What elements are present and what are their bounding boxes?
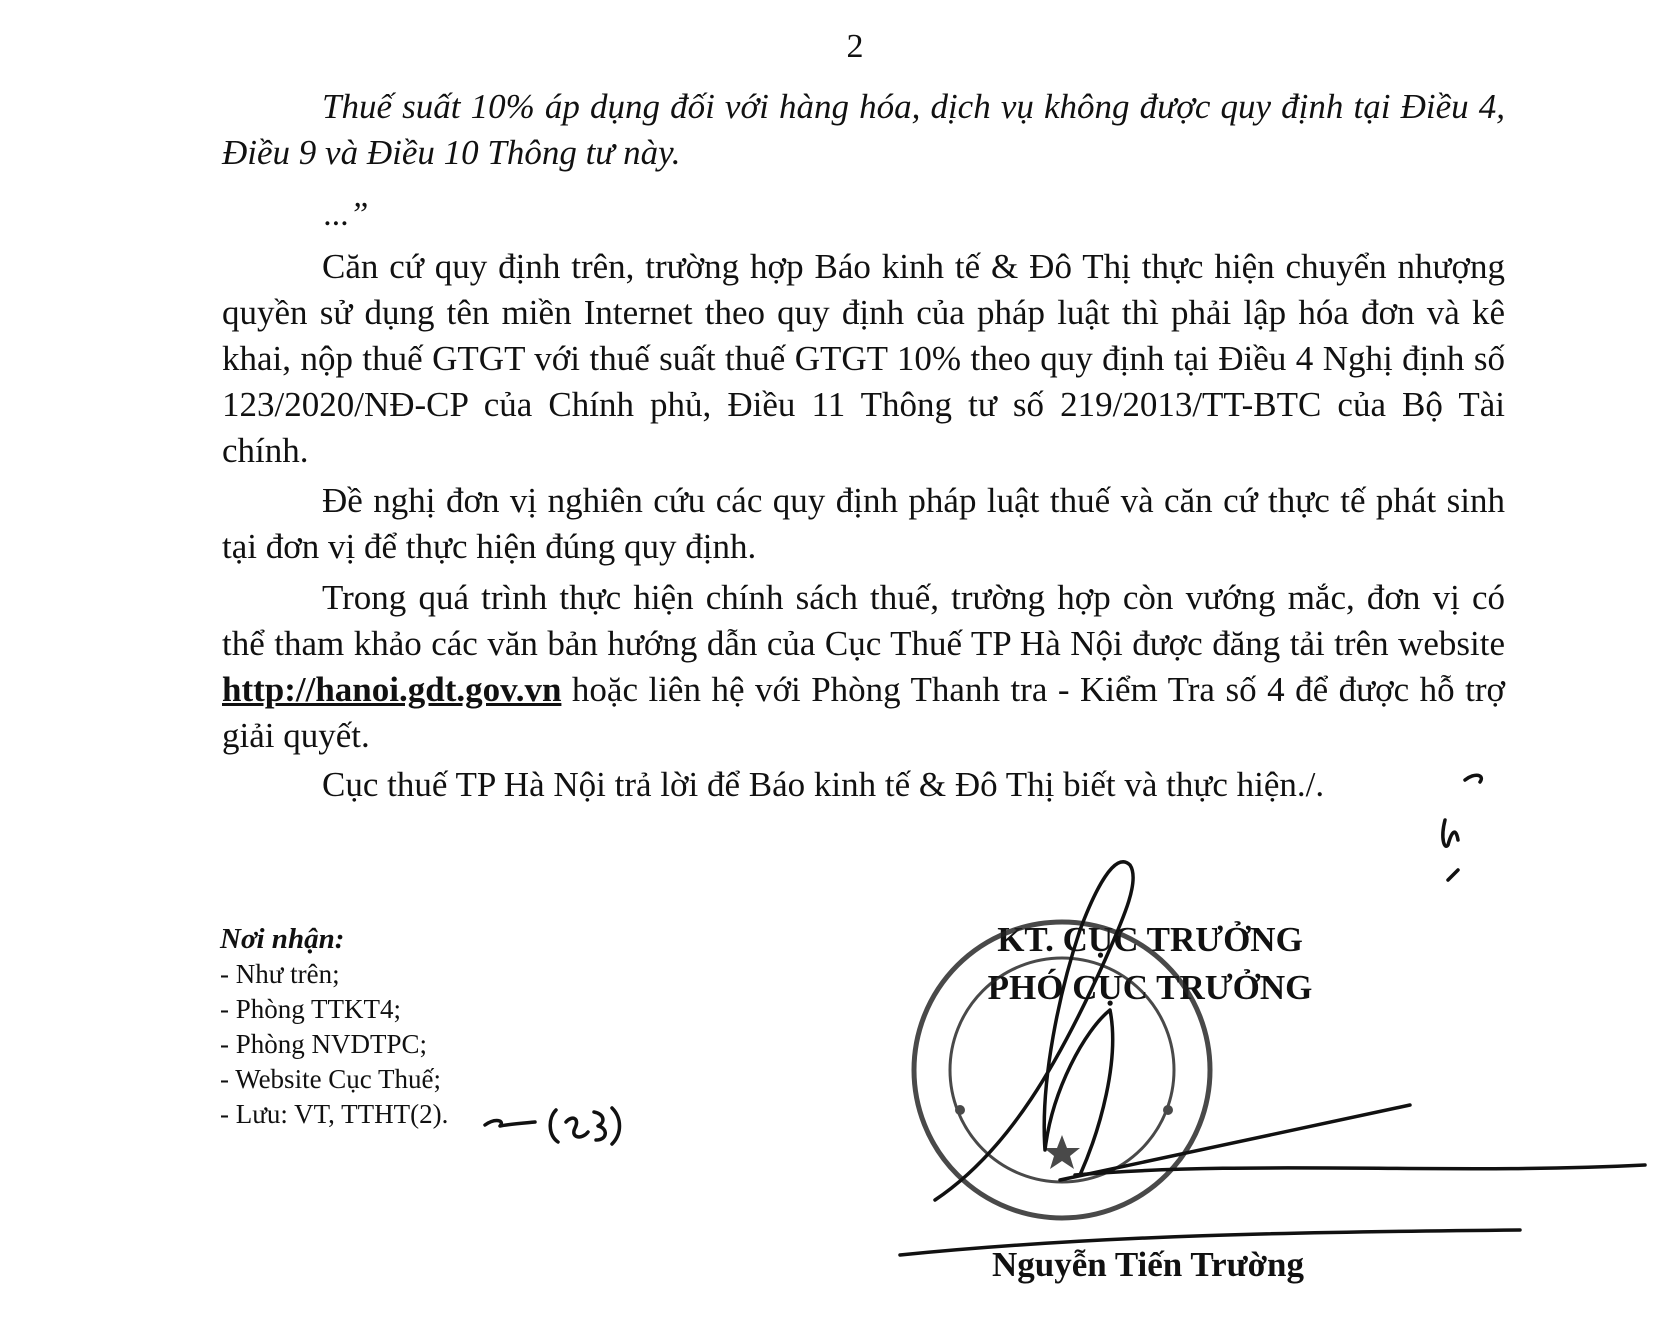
recipients-block — [220, 922, 448, 1132]
paragraph-support — [222, 575, 1505, 759]
quote-tail: ...” — [324, 196, 369, 233]
signature-title-line2: PHÓ CỤC TRƯỞNG — [987, 968, 1313, 1007]
quoted-regulation-text: Thuế suất 10% áp dụng đối với hàng hóa, dịch vụ không được quy định tại Điều 4, Điều 9 và Điều 10 Thông tư này. — [222, 87, 1505, 172]
signer-name: Nguyễn Tiến Trường — [991, 1245, 1305, 1284]
signature-title-line1: KT. CỤC TRƯỞNG — [997, 920, 1303, 959]
handwritten-signature — [485, 775, 1645, 1255]
recipient-item: - Phòng TTKT4; — [220, 994, 401, 1024]
paragraph-request: Đề nghị đơn vị nghiên cứu các quy định pháp luật thuế và căn cứ thực tế phát sinh tại đơn vị để thực hiện đúng quy định. — [222, 481, 1505, 566]
quoted-regulation — [222, 84, 1505, 176]
page-number: 2 — [846, 28, 864, 65]
recipients-heading: Nơi nhận: — [220, 923, 345, 955]
paragraph-closing: Cục thuế TP Hà Nội trả lời để Báo kinh tế & Đô Thị biết và thực hiện./. — [322, 765, 1325, 804]
stamp-star-icon — [1044, 1135, 1080, 1169]
website-link[interactable]: http://hanoi.gdt.gov.vn — [222, 670, 562, 709]
recipient-item: - Website Cục Thuế; — [220, 1064, 442, 1094]
recipient-item: - Phòng NVDTPC; — [220, 1029, 428, 1059]
recipient-item: - Như trên; — [220, 959, 340, 989]
paragraph-basis: Căn cứ quy định trên, trường hợp Báo kinh tế & Đô Thị thực hiện chuyển nhượng quyền sử dụng tên miền Internet theo quy định của pháp luật thì phải lập hóa đơn và kê khai, nộp thuế GTGT với thuế suất thuế GTGT 10% theo quy định tại Điều 4 Nghị định số 123/2020/NĐ-CP của Chính phủ, Điều 11 Thông tư số 219/2013/TT-BTC của Bộ Tài chính. — [222, 247, 1505, 470]
support-text-before: Trong quá trình thực hiện chính sách thuế, trường hợp còn vướng mắc, đơn vị có thể tham khảo các văn bản hướng dẫn của Cục Thuế TP Hà Nội được đăng tải trên website — [222, 578, 1505, 663]
official-stamp — [914, 922, 1210, 1218]
support-text-after: hoặc liên hệ với Phòng Thanh tra - Kiểm Tra số 4 để được hỗ trợ giải quyết. — [222, 670, 1505, 755]
recipient-item: - Lưu: VT, TTHT(2). — [220, 1099, 449, 1129]
